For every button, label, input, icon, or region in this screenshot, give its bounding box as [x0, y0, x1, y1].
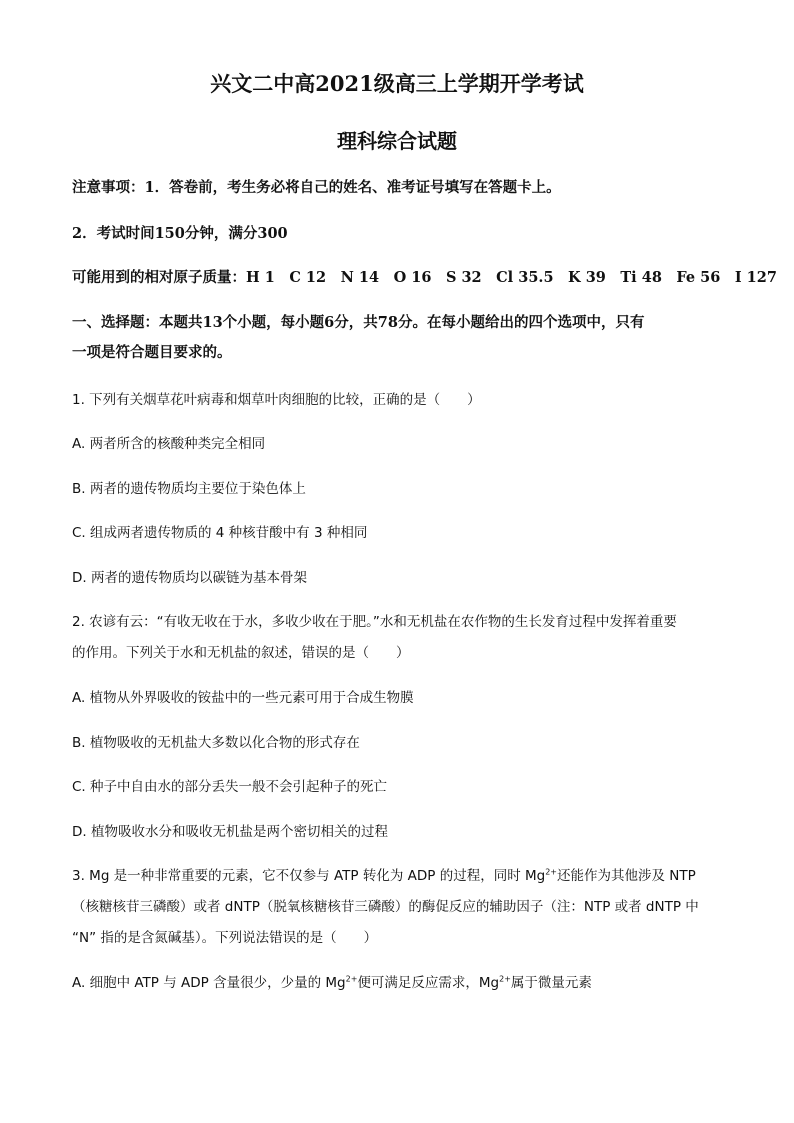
q3-option-a — [72, 971, 592, 991]
q1-option-b: B. 两者的遗传物质均主要位于染色体上 — [72, 481, 306, 497]
notes-line-2: 2．考试时间150分钟，满分300 — [72, 225, 288, 242]
exam-title: 兴文二中高2021级高三上学期开学考试 — [210, 71, 584, 96]
q1-option-a: A. 两者所含的核酸种类完全相同 — [72, 436, 266, 452]
q2-option-a: A. 植物从外界吸收的铵盐中的一些元素可用于合成生物膜 — [72, 690, 414, 706]
q3-option-a-part: 属于微量元素 — [510, 975, 592, 991]
q1-stem: 1. 下列有关烟草花叶病毒和烟草叶肉细胞的比较，正确的是（ ） — [72, 392, 481, 408]
notes-line-1: 注意事项：1．答卷前，考生务必将自己的姓名、准考证号填写在答题卡上。 — [72, 179, 561, 196]
section-heading-line-1: 一、选择题：本题共13个小题，每小题6分，共78分。在每小题给出的四个选项中，只有 — [72, 314, 645, 331]
q2-option-b: B. 植物吸收的无机盐大多数以化合物的形式存在 — [72, 735, 360, 751]
q1-option-d: D. 两者的遗传物质均以碳链为基本骨架 — [72, 570, 307, 586]
q2-option-d: D. 植物吸收水分和吸收无机盐是两个密切相关的过程 — [72, 824, 388, 840]
q3-stem-part: 还能作为其他涉及 NTP — [557, 868, 696, 884]
q3-stem-line-1 — [72, 864, 696, 884]
section-heading-line-2: 一项是符合题目要求的。 — [72, 344, 232, 361]
atomic-masses: 可能用到的相对原子质量：H 1 C 12 N 14 O 16 S 32 Cl 35.5 K 39 Ti 48 Fe 56 I 127 — [72, 269, 777, 286]
q3-option-a-part: 便可满足反应需求，Mg — [357, 975, 500, 991]
q3-stem-line-2: （核糖核苷三磷酸）或者 dNTP（脱氧核糖核苷三磷酸）的酶促反应的辅助因子（注：NTP 或者 dNTP 中 — [72, 899, 699, 915]
q3-option-a-part: A. 细胞中 ATP 与 ADP 含量很少，少量的 Mg — [72, 975, 346, 991]
q2-stem-line-1: 2. 农谚有云：“有收无收在于水，多收少收在于肥。”水和无机盐在农作物的生长发育过程中发挥着重要 — [72, 614, 677, 630]
q3-stem-line-3: “N” 指的是含氮碱基）。下列说法错误的是（ ） — [72, 930, 378, 946]
mg-charge: 2+ — [545, 867, 557, 877]
exam-subtitle: 理科综合试题 — [337, 129, 457, 153]
q2-option-c: C. 种子中自由水的部分丢失一般不会引起种子的死亡 — [72, 779, 388, 795]
q3-stem-part: 3. Mg 是一种非常重要的元素，它不仅参与 ATP 转化为 ADP 的过程，同时 Mg — [72, 868, 546, 884]
mg-charge: 2+ — [345, 974, 358, 984]
q2-stem-line-2: 的作用。下列关于水和无机盐的叙述，错误的是（ ） — [72, 645, 410, 661]
mg-charge: 2+ — [499, 974, 511, 984]
q1-option-c: C. 组成两者遗传物质的 4 种核苷酸中有 3 种相同 — [72, 525, 368, 541]
